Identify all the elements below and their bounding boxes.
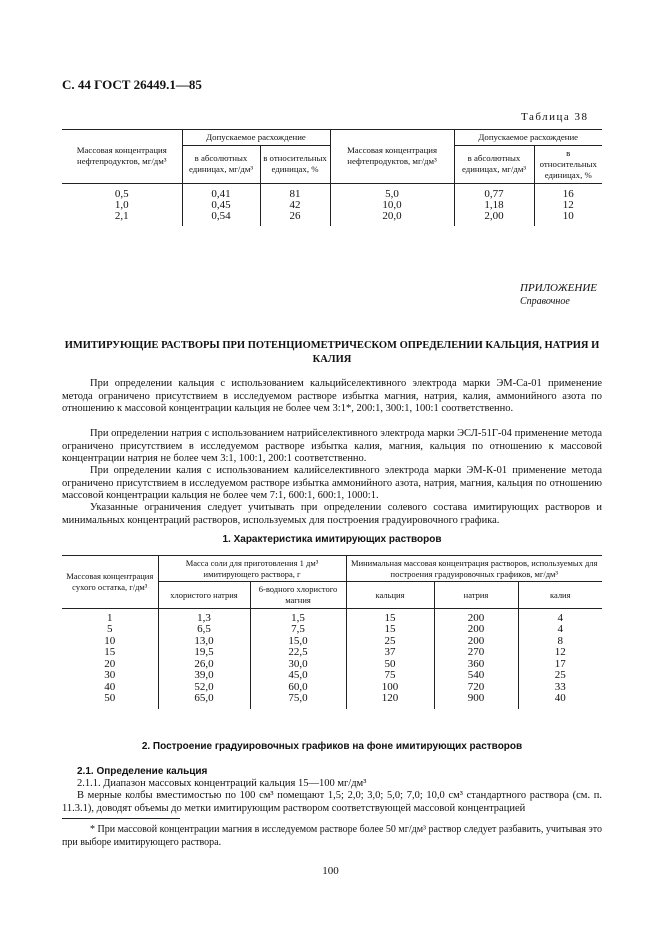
table-cell: 10 [562, 209, 574, 222]
table-cell: 120 [346, 693, 434, 709]
table-cell: 65,0 [158, 693, 250, 709]
table-cell: 15 [62, 647, 158, 659]
table-cell: 1,5 [250, 608, 346, 624]
footnote-divider [62, 818, 180, 819]
table-row [62, 211, 602, 226]
table-cell: 81 [260, 183, 330, 200]
table-cell: 50 [346, 659, 434, 671]
table-cell: 42 [260, 200, 330, 211]
table-row [62, 682, 602, 694]
table-cell: 37 [346, 647, 434, 659]
table-cell: 15 [346, 624, 434, 636]
appendix-subtitle: Справочное [520, 296, 570, 307]
table-cell: 100 [346, 682, 434, 694]
col-header-salt-mass: Масса соли для приготовления 1 дм³ имитирующего раствора, г [158, 556, 346, 582]
section-2-title: 2. Построение градуировочных графиков на фоне имитирующих растворов [141, 741, 523, 752]
table-cell: 6,5 [158, 624, 250, 636]
table-row [62, 647, 602, 659]
paragraph-potassium: При определении калия с использованием калийселективного электрода марки ЭМ-К-01 применение метода ограничено присутствием в исследуемом растворе избытка аммонийного азота, натрия, магния, кальция по отношению массовой концентрации кальция не более чем 7:1, 600:1, 600:1, 1000:1. [62, 465, 602, 501]
table-row [62, 659, 602, 671]
table-cell: 22,5 [250, 647, 346, 659]
table-row [62, 200, 602, 211]
table-cell: 1,18 [454, 200, 534, 211]
col-header-allowed: Допускаемое расхождение [182, 130, 330, 146]
table-cell: 40 [62, 682, 158, 694]
paragraph-calcium: При определении кальция с использованием кальцийселективного электрода марки ЭМ-Са-01 применение метода ограничено присутствием в исследуемом растворе избытка магния, натрия, калия, аммонийного азота по отношению к массовой концентрации кальция не более чем 3:1*, 200:1, 300:1, 100:1 соответственно. [62, 378, 602, 414]
col-header-allowed-2: Допускаемое расхождение [454, 130, 602, 146]
table-cell: 12 [554, 646, 566, 658]
col-header-nacl: хлористого натрия [158, 582, 250, 608]
table-cell: 270 [434, 647, 518, 659]
col-header-absolute: в абсолютных единицах, мг/дм³ [182, 145, 260, 183]
page-header: С. 44 ГОСТ 26449.1—85 [62, 77, 202, 92]
table-simulating-solutions [62, 555, 602, 709]
col-header-relative-2: в относительных единицах, % [534, 145, 602, 183]
table-cell: 60,0 [250, 682, 346, 694]
table-cell: 75,0 [250, 693, 346, 709]
table-cell: 360 [434, 659, 518, 671]
table-cell: 25 [554, 669, 566, 681]
clause-2-1-1: 2.1.1. Диапазон массовых концентраций кальция 15—100 мг/дм³ [77, 778, 367, 789]
table-cell: 30 [62, 670, 158, 682]
main-title: ИМИТИРУЮЩИЕ РАСТВОРЫ ПРИ ПОТЕНЦИОМЕТРИЧЕСКОМ ОПРЕДЕЛЕНИИ КАЛЬЦИЯ, НАТРИЯ И КАЛИЯ [64, 340, 600, 365]
table-cell: 26 [260, 211, 330, 226]
table-cell: 45,0 [250, 670, 346, 682]
body-text: В мерные колбы вместимостью по 100 см³ помещают 1,5; 2,0; 3,0; 5,0; 7,0; 10,0 см³ стандартного раствора (см. п. 11.3.1), доводят объемы до метки имитирующим раствором соответствующей массовой концентрацией [62, 790, 602, 814]
col-header-absolute-2: в абсолютных единицах, мг/дм³ [454, 145, 534, 183]
footnote: * При массовой концентрации магния в исследуемом растворе более 50 мг/дм³ раствор следует разбавить, учитывая это при выборе имитирующего раствора. [62, 824, 602, 848]
col-header-calcium: кальция [346, 582, 434, 608]
table-cell: 0,54 [182, 211, 260, 226]
table-cell: 15,0 [250, 636, 346, 648]
table-cell: 10,0 [330, 200, 454, 211]
paragraph-sodium: При определении натрия с использованием натрийселективного электрода марки ЭСЛ-51Г-04 применение метода ограничено присутствием в исследуемом растворе избытка калия, магния, кальция по отношению к массовой концентрации натрия не более чем 3:1, 100:1, 200:1 соответственно. [62, 428, 602, 464]
table-cell: 25 [346, 636, 434, 648]
table-row [62, 670, 602, 682]
table-cell: 200 [434, 624, 518, 636]
table-cell: 540 [434, 670, 518, 682]
table-cell: 40 [554, 692, 566, 704]
table-38-label: Таблица 38 [521, 111, 589, 123]
table-cell: 15 [346, 608, 434, 624]
table-cell: 1 [62, 608, 158, 624]
table-cell: 200 [434, 636, 518, 648]
col-header-dry-residue: Массовая концентрация сухого остатка, г/дм³ [62, 556, 158, 609]
table-cell: 33 [554, 680, 566, 693]
table-cell: 30,0 [250, 659, 346, 671]
table-cell: 900 [434, 693, 518, 709]
table-row [62, 183, 602, 200]
table-cell: 0,5 [62, 183, 182, 200]
table-cell: 12 [562, 198, 574, 211]
table-cell: 0,41 [182, 183, 260, 200]
table-cell: 200 [434, 608, 518, 624]
table-cell: 19,5 [158, 647, 250, 659]
table-cell: 5,0 [330, 183, 454, 200]
table-cell: 5 [62, 624, 158, 636]
table-cell: 20 [62, 659, 158, 671]
col-header-concentration-2: Массовая концентрация нефтепродуктов, мг/дм³ [330, 130, 454, 184]
table-cell: 50 [62, 693, 158, 709]
appendix-title: ПРИЛОЖЕНИЕ [520, 282, 597, 294]
table-cell: 1,3 [158, 608, 250, 624]
section-1-title: 1. Характеристика имитирующих растворов [222, 534, 442, 545]
table-cell: 4 [557, 623, 563, 635]
page-number: 100 [322, 865, 339, 877]
subsection-title: 2.1. Определение кальция [77, 766, 208, 777]
appendix-label [520, 282, 597, 307]
col-header-concentration: Массовая концентрация нефтепродуктов, мг/дм³ [62, 130, 182, 184]
table-cell: 75 [346, 670, 434, 682]
table-cell: 17 [554, 657, 566, 670]
table-cell: 26,0 [158, 659, 250, 671]
table-cell: 4 [557, 611, 563, 624]
table-row [62, 693, 602, 709]
table-cell: 20,0 [330, 211, 454, 226]
table-cell: 52,0 [158, 682, 250, 694]
col-header-relative: в относительных единицах, % [260, 145, 330, 183]
col-header-mgcl: 6-водного хлористого магния [250, 582, 346, 608]
table-cell: 10 [62, 636, 158, 648]
table-row [62, 636, 602, 648]
table-cell: 0,45 [182, 200, 260, 211]
table-cell: 8 [557, 634, 563, 647]
table-cell: 1,0 [62, 200, 182, 211]
table-cell: 2,00 [454, 211, 534, 226]
table-cell: 0,77 [454, 183, 534, 200]
table-row [62, 624, 602, 636]
col-header-min-concentration: Минимальная массовая концентрация растворов, используемых для построения градуировочных графиков, мг/дм³ [346, 556, 602, 582]
table-cell: 2,1 [62, 211, 182, 226]
table-cell: 13,0 [158, 636, 250, 648]
table-row [62, 608, 602, 624]
table-cell: 16 [562, 187, 574, 200]
col-header-sodium: натрия [434, 582, 518, 608]
table-cell: 7,5 [250, 624, 346, 636]
table-cell: 720 [434, 682, 518, 694]
col-header-potassium: калия [518, 582, 602, 608]
paragraph-limitations: Указанные ограничения следует учитывать при определении солевого состава имитирующих растворов и минимальных концентраций растворов, используемых для построения градуировочного графика. [62, 502, 602, 526]
table-cell: 39,0 [158, 670, 250, 682]
table-38 [62, 129, 602, 226]
